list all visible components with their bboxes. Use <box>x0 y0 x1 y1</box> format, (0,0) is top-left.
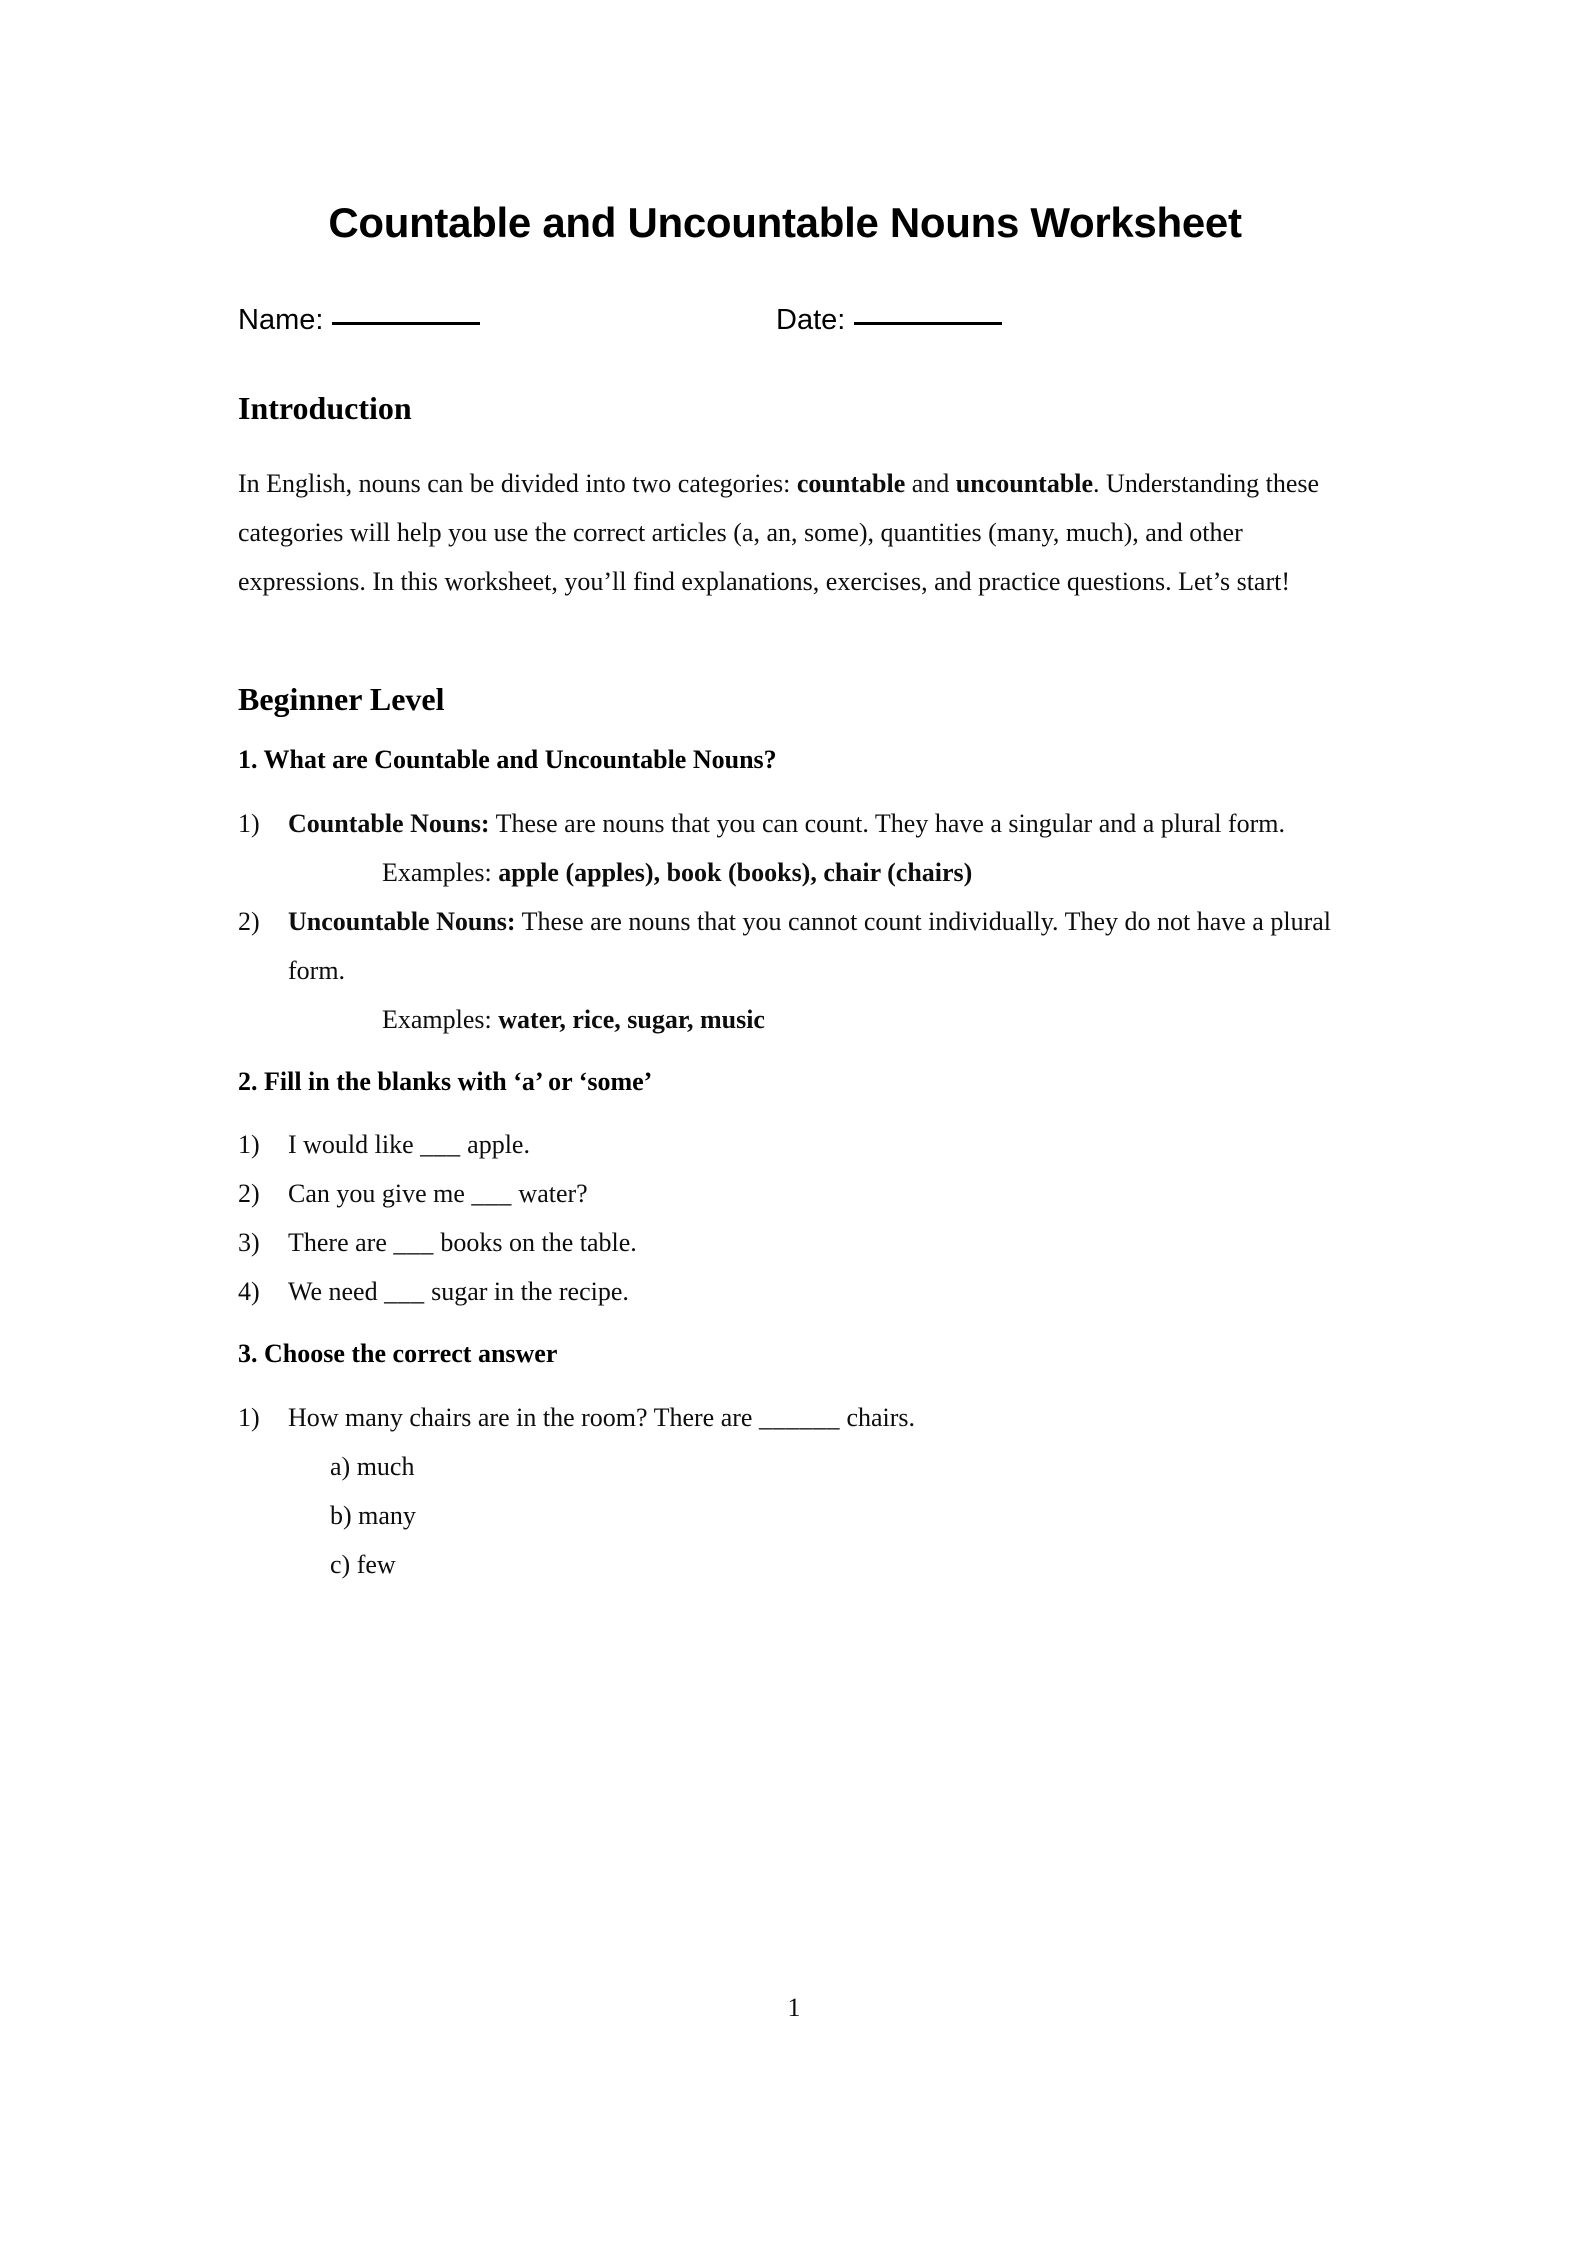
intro-text-part1: In English, nouns can be divided into two categories: <box>238 468 797 498</box>
intro-bold-countable: countable <box>796 468 906 498</box>
examples-line <box>238 995 1332 1044</box>
sentence-before: We need <box>288 1277 385 1307</box>
name-input-rule[interactable] <box>332 321 480 325</box>
question-3-heading: 3. Choose the correct answer <box>238 1339 558 1369</box>
intro-bold-uncountable: uncountable <box>955 468 1094 498</box>
definition-list <box>238 897 1332 995</box>
spacer <box>238 777 1332 799</box>
list-item <box>238 1393 1332 1442</box>
intro-text-part2: and <box>905 468 956 498</box>
document-content <box>238 0 1332 1589</box>
answer-blank[interactable]: ___ <box>393 1228 434 1258</box>
page-number: 1 <box>787 1993 801 2022</box>
introduction-heading: Introduction <box>238 390 412 427</box>
date-input-rule[interactable] <box>854 321 1002 325</box>
definition-term: Uncountable Nouns: <box>288 906 516 936</box>
question-2-heading: 2. Fill in the blanks with ‘a’ or ‘some’ <box>238 1066 653 1096</box>
definition-text: These are nouns that you cannot count individually. They do not have a plural form. <box>288 906 1331 985</box>
question-1-heading: 1. What are Countable and Uncountable Nouns? <box>238 745 777 775</box>
list-marker: 3) <box>238 1228 260 1258</box>
name-field[interactable] <box>238 303 480 338</box>
spacer <box>238 1316 1332 1338</box>
spacer <box>238 1098 1332 1120</box>
list-item <box>238 799 1332 848</box>
introduction-paragraph <box>238 428 1332 606</box>
list-marker: 2) <box>238 1179 260 1209</box>
intro-text-part3: . Understanding these categories will help you use the correct articles (a, an, some), quantities (many, much), and other expressions. In this worksheet, you’ll find explanations, exercises, and practice questions. Let’s start! <box>238 468 1320 596</box>
sentence-after: chairs. <box>839 1402 916 1432</box>
list-item <box>238 1169 1332 1218</box>
date-label: Date: <box>776 304 846 337</box>
sentence-after: sugar in the recipe. <box>424 1277 629 1307</box>
answer-blank[interactable]: ___ <box>420 1130 461 1160</box>
examples-values: apple (apples), book (books), chair (chairs) <box>498 857 973 887</box>
list-marker: 1) <box>238 1402 260 1432</box>
list-marker: 2) <box>238 906 260 936</box>
choice-option-a[interactable]: a) much <box>330 1451 415 1481</box>
page-title: Countable and Uncountable Nouns Worksheet <box>328 199 1242 246</box>
sentence-after: water? <box>511 1179 588 1209</box>
definition-term: Countable Nouns: <box>288 808 490 838</box>
examples-label: Examples: <box>382 1004 499 1034</box>
list-item <box>238 1218 1332 1267</box>
answer-blank[interactable]: ___ <box>471 1179 512 1209</box>
fill-blank-list <box>238 1120 1332 1316</box>
list-marker: 1) <box>238 808 260 838</box>
definition-text: These are nouns that you can count. They have a singular and a plural form. <box>489 808 1285 838</box>
list-marker: 1) <box>238 1130 260 1160</box>
examples-values: water, rice, sugar, music <box>498 1004 765 1034</box>
spacer <box>238 1044 1332 1066</box>
sentence-before: How many chairs are in the room? There are <box>288 1402 759 1432</box>
sentence-before: I would like <box>288 1130 421 1160</box>
sentence-before: Can you give me <box>288 1179 472 1209</box>
spacer <box>238 1371 1332 1393</box>
list-marker: 4) <box>238 1277 260 1307</box>
choice-question-list <box>238 1393 1332 1442</box>
beginner-level-heading: Beginner Level <box>238 680 445 717</box>
sentence-before: There are <box>288 1228 394 1258</box>
date-field[interactable] <box>776 303 1002 338</box>
list-item <box>238 1267 1332 1316</box>
sentence-after: apple. <box>460 1130 530 1160</box>
choice-option-c[interactable]: c) few <box>330 1549 396 1579</box>
answer-blank[interactable]: ______ <box>758 1402 840 1432</box>
answer-blank[interactable]: ___ <box>384 1277 425 1307</box>
spacer <box>238 718 1332 744</box>
sentence-after: books on the table. <box>433 1228 637 1258</box>
examples-line <box>238 848 1332 897</box>
name-label: Name: <box>238 304 324 337</box>
list-item <box>238 1120 1332 1169</box>
definition-list <box>238 799 1332 848</box>
list-item <box>238 897 1332 995</box>
name-date-row <box>238 303 1332 345</box>
examples-label: Examples: <box>382 857 499 887</box>
choice-option-b[interactable]: b) many <box>330 1500 416 1530</box>
